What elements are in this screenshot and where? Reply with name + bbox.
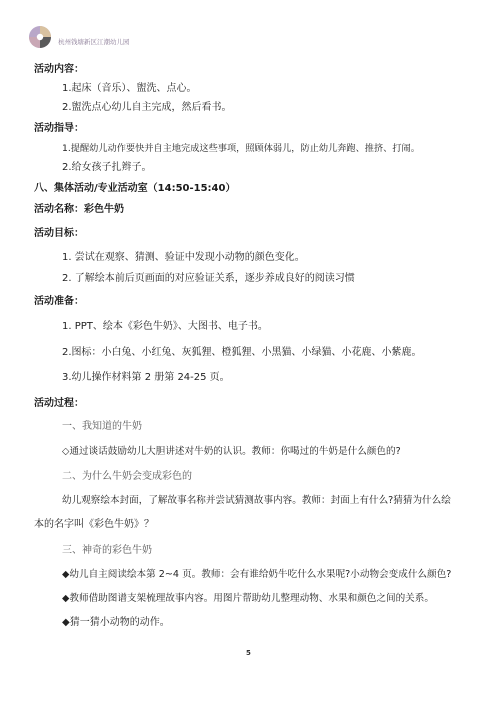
heading-activity-goals: 活动目标： xyxy=(34,228,84,239)
heading-collective-activity: 八、集体活动/专业活动室（14:50-15:40） xyxy=(34,183,236,194)
guidance-item-2: 2.给女孩子扎辫子。 xyxy=(62,162,152,173)
process-step-3-title: 三、神奇的彩色牛奶 xyxy=(62,545,152,556)
page-number: 5 xyxy=(246,649,251,657)
activity-name: 活动名称：彩色牛奶 xyxy=(34,204,124,215)
heading-activity-process: 活动过程： xyxy=(34,398,84,409)
prep-item-1: 1. PPT、绘本《彩色牛奶》、大图书、电子书。 xyxy=(62,321,268,332)
content-item-1: 1.起床（音乐）、盥洗、点心。 xyxy=(62,83,197,94)
goal-item-1: 1. 尝试在观察、猜测、验证中发现小动物的颜色变化。 xyxy=(62,252,305,263)
content-item-2: 2.盥洗点心幼儿自主完成，然后看书。 xyxy=(62,102,232,113)
prep-item-2: 2.图标：小白兔、小红兔、灰狐狸、橙狐狸、小黑猫、小绿猫、小花鹿、小紫鹿。 xyxy=(62,347,422,358)
prep-item-3: 3.幼儿操作材料第 2 册第 24-25 页。 xyxy=(62,372,230,383)
heading-activity-preparation: 活动准备： xyxy=(34,296,84,307)
process-step-2-text-2: 本的名字叫《彩色牛奶》？ xyxy=(34,519,154,530)
school-logo xyxy=(26,24,54,50)
process-step-3-item-2: ◆教师借助图谱支架梳理故事内容。用图片帮助幼儿整理动物、水果和颜色之间的关系。 xyxy=(62,593,434,604)
process-step-1-title: 一、我知道的牛奶 xyxy=(62,421,142,432)
guidance-item-1: 1.提醒幼儿动作要快并自主地完成这些事项，照顾体弱儿，防止幼儿奔跑、推挤、打闹。 xyxy=(62,143,420,154)
process-step-2-title: 二、为什么牛奶会变成彩色的 xyxy=(62,471,192,482)
process-step-3-item-3: ◆猜一猜小动物的动作。 xyxy=(62,617,170,628)
process-step-2-text-1: 幼儿观察绘本封面，了解故事名称并尝试猜测故事内容。教师：封面上有什么?猜猜为什么绘 xyxy=(62,495,451,506)
school-name: 杭州钱塘新区江潮幼儿园 xyxy=(58,38,130,46)
heading-activity-content: 活动内容： xyxy=(34,64,84,75)
process-step-3-item-1: ◆幼儿自主阅读绘本第 2~4 页。教师：会有谁给奶牛吃什么水果呢?小动物会变成什么颜色? xyxy=(62,569,452,580)
goal-item-2: 2. 了解绘本前后页画面的对应验证关系，逐步养成良好的阅读习惯 xyxy=(62,273,355,284)
heading-activity-guidance: 活动指导： xyxy=(34,123,84,134)
process-step-1-text: ◇通过谈话鼓励幼儿大胆讲述对牛奶的认识。教师：你喝过的牛奶是什么颜色的? xyxy=(62,446,401,457)
